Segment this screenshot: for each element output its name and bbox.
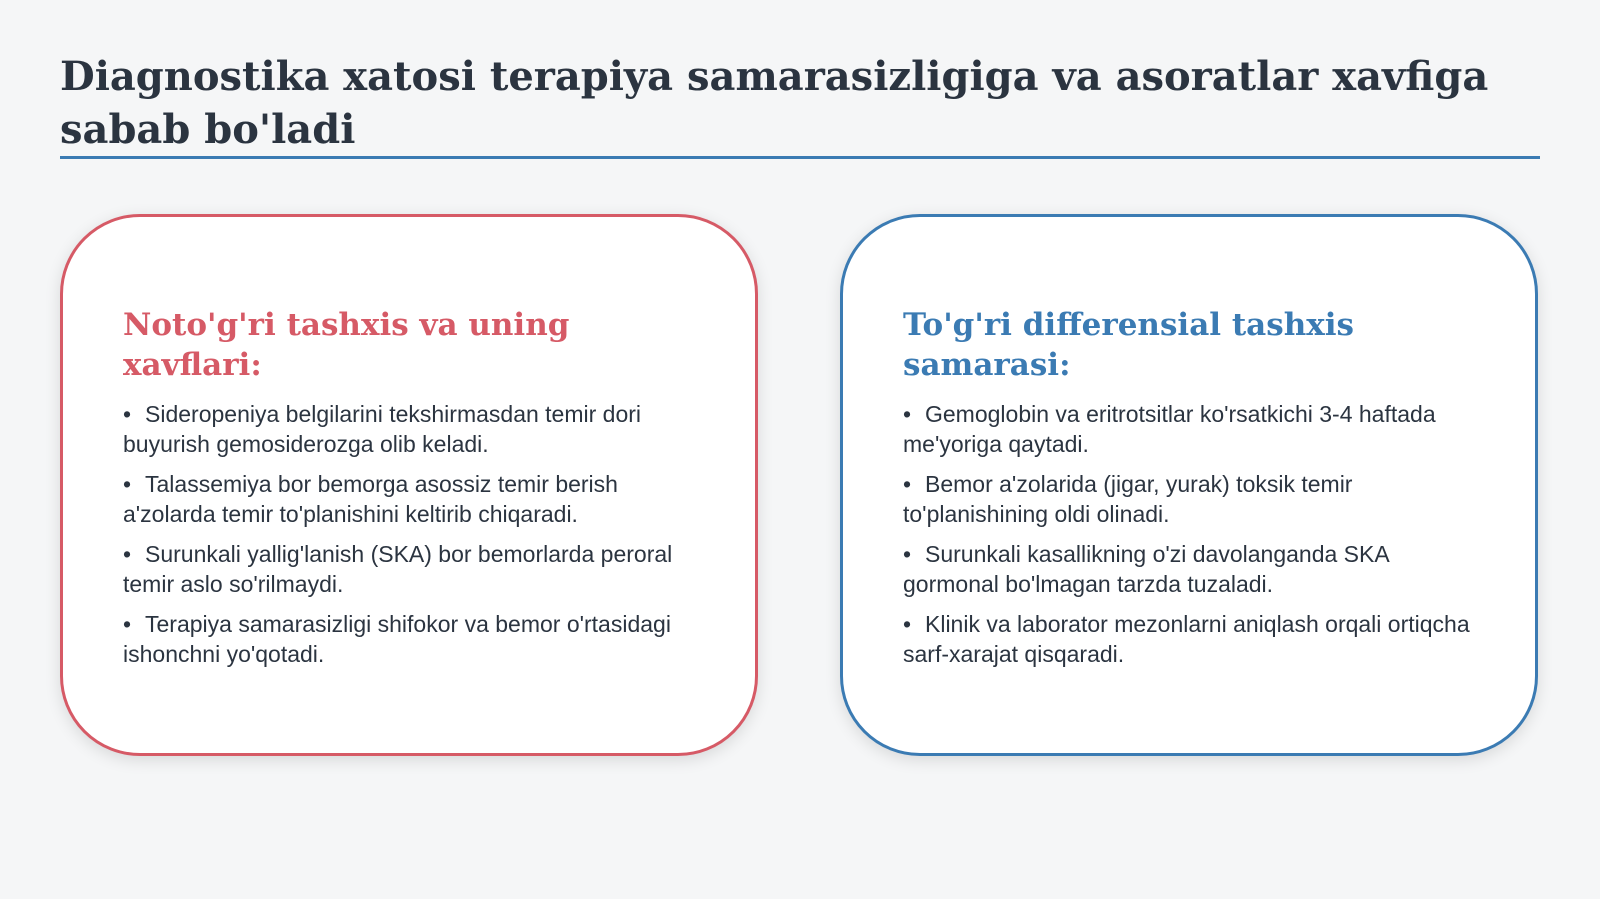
bullet-icon: • — [123, 541, 132, 567]
list-item: • Gemoglobin va eritrotsitlar ko'rsatkichi 3-4 haftada me'yoriga qaytadi. — [903, 401, 1436, 457]
bullet-icon: • — [903, 401, 912, 427]
misdiagnosis-risks-card — [60, 214, 758, 756]
correct-diagnosis-card — [840, 214, 1538, 756]
list-item: • Surunkali kasallikning o'zi davolanganda SKA gormonal bo'lmagan tarzda tuzaladi. — [903, 541, 1389, 597]
correct-diagnosis-heading: To'g'ri differensial tashxis samarasi: — [903, 307, 1354, 383]
list-item: • Bemor a'zolarida (jigar, yurak) toksik temir to'planishining oldi olinadi. — [903, 471, 1353, 527]
misdiagnosis-risks-heading: Noto'g'ri tashxis va uning xavflari: — [123, 307, 570, 383]
list-item: • Surunkali yallig'lanish (SKA) bor bemorlarda peroral temir aslo so'rilmaydi. — [123, 541, 673, 597]
bullet-icon: • — [903, 541, 912, 567]
bullet-icon: • — [123, 401, 132, 427]
list-item: • Klinik va laborator mezonlarni aniqlash orqali ortiqcha sarf-xarajat qisqaradi. — [903, 611, 1470, 667]
list-item: • Sideropeniya belgilarini tekshirmasdan temir dori buyurish gemosiderozga olib keladi. — [123, 401, 642, 457]
bullet-icon: • — [123, 611, 132, 637]
list-item: • Terapiya samarasizligi shifokor va bemor o'rtasidagi ishonchni yo'qotadi. — [123, 611, 671, 667]
bullet-icon: • — [123, 471, 132, 497]
title-divider — [60, 156, 1540, 159]
correct-diagnosis-list — [903, 399, 1475, 669]
page-title: Diagnostika xatosi terapiya samarasizligiga va asoratlar xavfiga sabab bo'ladi — [60, 53, 1489, 153]
bullet-icon: • — [903, 611, 912, 637]
misdiagnosis-risks-list — [123, 399, 695, 669]
list-item: • Talassemiya bor bemorga asossiz temir berish a'zolarda temir to'planishini keltirib chiqaradi. — [123, 471, 618, 527]
bullet-icon: • — [903, 471, 912, 497]
